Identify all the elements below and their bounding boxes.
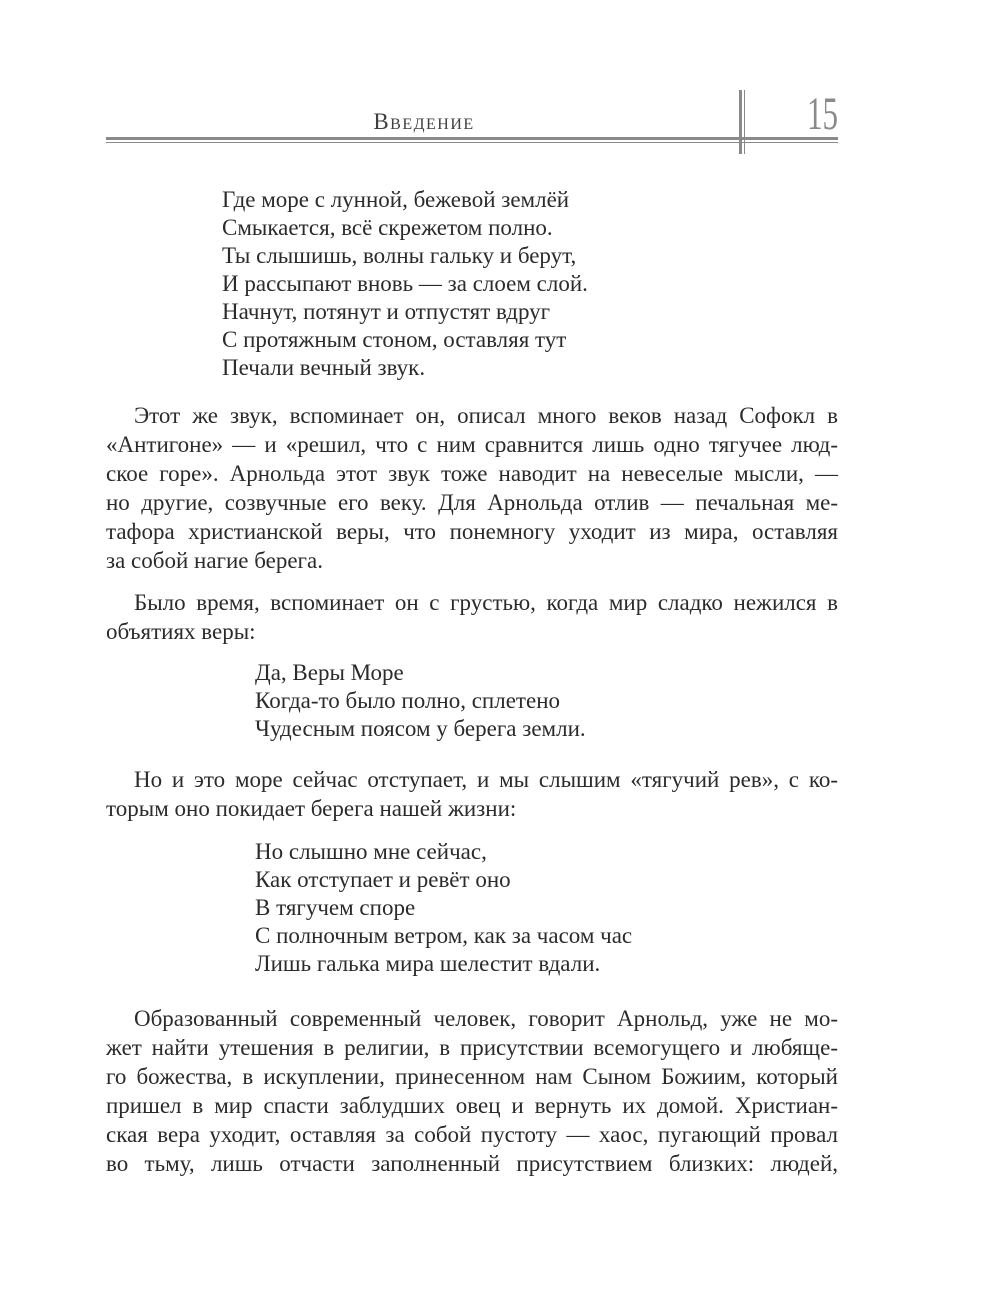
body-line: пришел в мир спасти заблудших овец и вернуть их домой. Христиан- xyxy=(106,1093,838,1118)
body-line: ское горе». Арнольда этот звук тоже наводит на невеселые мысли, — xyxy=(106,461,838,486)
text-block xyxy=(106,0,838,1178)
poem-line: С полночным ветром, как за часом час xyxy=(255,923,633,948)
poem-line: Печали вечный звук. xyxy=(222,355,426,380)
paragraph-1 xyxy=(106,401,838,575)
paragraph-2 xyxy=(106,588,838,646)
poem-line: Ты слышишь, волны гальку и берут, xyxy=(222,243,577,268)
body-line: объятиях веры: xyxy=(106,619,256,644)
paragraph-4 xyxy=(106,1004,838,1178)
body-line: Образованный современный человек, говорит Арнольд, уже не мо- xyxy=(134,1006,838,1031)
poem-line: И рассыпают вновь — за слоем слой. xyxy=(222,271,588,296)
body-line: Этот же звук, вспоминает он, описал много веков назад Софокл в xyxy=(134,403,838,428)
poem-line: Начнут, потянут и отпустят вдруг xyxy=(222,299,551,324)
poem-line: Где море с лунной, бежевой землёй xyxy=(222,187,570,212)
body-line: во тьму, лишь отчасти заполненный присутствием близких: людей, xyxy=(106,1151,838,1176)
paragraph-3 xyxy=(106,765,838,823)
poem-line: Когда-то было полно, сплетено xyxy=(255,688,560,713)
body-line: «Антигоне» — и «решил, что с ним сравнится лишь одно тягучее люд- xyxy=(106,432,838,457)
body-line: го божества, в искуплении, принесенном нам Сыном Божиим, который xyxy=(106,1064,838,1089)
poem-line: Да, Веры Море xyxy=(255,660,404,685)
poem-quote-1 xyxy=(222,186,838,382)
poem-line: Лишь галька мира шелестит вдали. xyxy=(255,951,601,976)
page-number: 15 xyxy=(806,88,838,140)
body-line: Но и это море сейчас отступает, и мы слышим «тягучий рев», с ко- xyxy=(134,767,838,792)
poem-line: Как отступает и ревёт оно xyxy=(255,867,511,892)
body-line: но другие, созвучные его веку. Для Арнольда отлив — печальная ме- xyxy=(106,490,838,515)
body-line: жет найти утешения в религии, в присутствии всемогущего и любяще- xyxy=(106,1035,838,1060)
poem-quote-2 xyxy=(255,659,838,743)
poem-line: В тягучем споре xyxy=(255,895,416,920)
body-line: Было время, вспоминает он с грустью, когда мир сладко нежился в xyxy=(134,590,838,615)
poem-line: С протяжным стоном, оставляя тут xyxy=(222,327,567,352)
body-line: за собой нагие берега. xyxy=(106,548,323,573)
body-line: тафора христианской веры, что понемногу уходит из мира, оставляя xyxy=(106,519,838,544)
body-line: ская вера уходит, оставляя за собой пустоту — хаос, пугающий провал xyxy=(106,1122,838,1147)
chapter-running-head: Введение xyxy=(373,109,475,134)
body-line: торым оно покидает берега нашей жизни: xyxy=(106,796,517,821)
poem-line: Чудесным поясом у берега земли. xyxy=(255,716,586,741)
poem-line: Но слышно мне сейчас, xyxy=(255,839,487,864)
poem-quote-3 xyxy=(255,838,838,978)
poem-line: Смыкается, всё скрежетом полно. xyxy=(222,215,553,240)
